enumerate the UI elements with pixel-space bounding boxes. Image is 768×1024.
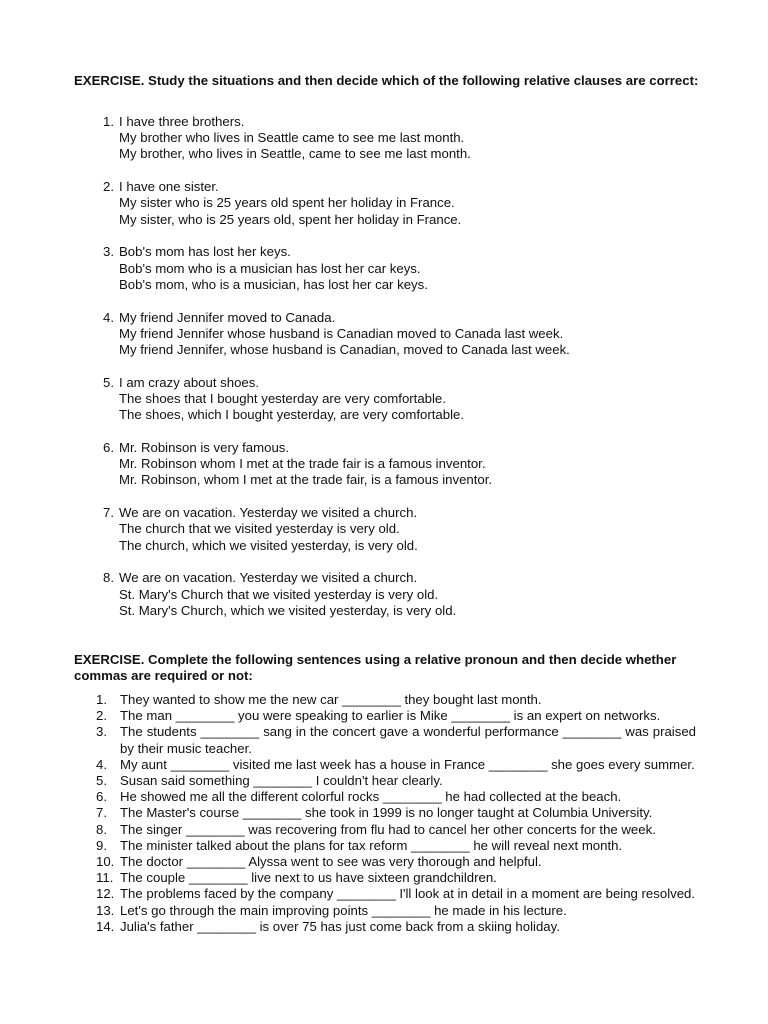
item-number: 13. — [96, 902, 115, 918]
relative-clause-sentence: My brother who lives in Seattle came to see me last month. — [119, 130, 465, 146]
exercise-1-item — [0, 310, 768, 375]
fill-in-sentence: The man ________ you were speaking to earlier is Mike ________ is an expert on networks. — [120, 708, 661, 724]
exercise-2-item — [0, 805, 768, 821]
item-number: 9. — [96, 837, 107, 853]
situation-sentence: My friend Jennifer moved to Canada. — [119, 309, 336, 325]
item-number: 5. — [96, 773, 107, 789]
exercise-2-item — [0, 789, 768, 805]
relative-clause-sentence: The shoes, which I bought yesterday, are very comfortable. — [119, 407, 464, 423]
situation-sentence: I have three brothers. — [119, 114, 245, 129]
exercise-1-item — [0, 244, 768, 309]
exercise-2-item — [0, 724, 768, 756]
item-number: 6. — [96, 789, 107, 805]
item-sentences — [119, 114, 471, 163]
situation-sentence: I am crazy about shoes. — [119, 374, 260, 390]
item-sentences — [119, 375, 464, 424]
item-number: 6. — [103, 439, 114, 455]
exercise-2-item — [0, 692, 768, 708]
exercise-1-item — [0, 505, 768, 570]
exercise-2-item — [0, 838, 768, 854]
fill-in-sentence: The doctor ________ Alyssa went to see was very thorough and helpful. — [120, 854, 542, 870]
relative-clause-sentence: The church, which we visited yesterday, is very old. — [119, 537, 418, 553]
item-number: 1. — [96, 692, 107, 707]
exercise-2-item — [0, 886, 768, 902]
fill-in-sentence: Susan said something ________ I couldn't hear clearly. — [120, 773, 443, 789]
item-number: 2. — [96, 708, 107, 724]
situation-sentence: We are on vacation. Yesterday we visited a church. — [119, 570, 418, 586]
item-sentences — [119, 570, 456, 619]
item-sentences — [119, 244, 428, 293]
item-number: 1. — [103, 114, 114, 129]
exercise-1-list — [0, 114, 768, 636]
fill-in-sentence: The problems faced by the company ________ I'll look at in detail in a moment are being resolved. — [120, 886, 696, 902]
exercise-2-item — [0, 773, 768, 789]
relative-clause-sentence: The church that we visited yesterday is very old. — [119, 521, 400, 537]
exercise-1-item — [0, 179, 768, 244]
item-number: 10. — [96, 854, 115, 870]
relative-clause-sentence: St. Mary's Church, which we visited yesterday, is very old. — [119, 602, 457, 618]
relative-clause-sentence: Bob's mom who is a musician has lost her car keys. — [119, 260, 421, 276]
exercise-1-heading: EXERCISE. Study the situations and then decide which of the following relative clauses are correct: — [74, 73, 699, 88]
exercise-1-item — [0, 114, 768, 179]
item-sentences — [119, 310, 570, 359]
item-number: 2. — [103, 179, 114, 195]
situation-sentence: Bob's mom has lost her keys. — [119, 244, 291, 260]
situation-sentence: Mr. Robinson is very famous. — [119, 439, 290, 455]
item-number: 5. — [103, 374, 114, 390]
item-number: 8. — [96, 821, 107, 837]
situation-sentence: We are on vacation. Yesterday we visited a church. — [119, 505, 418, 521]
relative-clause-sentence: Bob's mom, who is a musician, has lost her car keys. — [119, 276, 428, 292]
fill-in-sentence: The singer ________ was recovering from flu had to cancel her other concerts for the week. — [120, 821, 656, 837]
exercise-2-item — [0, 919, 768, 935]
item-number: 3. — [103, 244, 114, 260]
fill-in-sentence: The couple ________ live next to us have sixteen grandchildren. — [120, 870, 497, 886]
exercise-1-item — [0, 375, 768, 440]
item-number: 4. — [96, 756, 107, 772]
relative-clause-sentence: The shoes that I bought yesterday are very comfortable. — [119, 390, 446, 406]
relative-clause-sentence: Mr. Robinson, whom I met at the trade fair, is a famous inventor. — [119, 472, 493, 488]
situation-sentence: I have one sister. — [119, 179, 219, 195]
exercise-2-item — [0, 822, 768, 838]
item-number: 3. — [96, 724, 107, 740]
exercise-2-item — [0, 903, 768, 919]
fill-in-sentence: They wanted to show me the new car ________ they bought last month. — [120, 692, 542, 707]
exercise-1-item — [0, 570, 768, 635]
relative-clause-sentence: St. Mary's Church that we visited yesterday is very old. — [119, 586, 439, 602]
item-sentences — [119, 505, 418, 554]
exercise-2-heading: EXERCISE. Complete the following sentences using a relative pronoun and then decide whether commas are required or not: — [74, 652, 677, 684]
relative-clause-sentence: My sister, who is 25 years old, spent her holiday in France. — [119, 211, 462, 227]
item-number: 7. — [96, 805, 107, 821]
relative-clause-sentence: My brother, who lives in Seattle, came to see me last month. — [119, 146, 471, 162]
item-number: 8. — [103, 570, 114, 586]
relative-clause-sentence: Mr. Robinson whom I met at the trade fair is a famous inventor. — [119, 456, 486, 472]
relative-clause-sentence: My friend Jennifer whose husband is Canadian moved to Canada last week. — [119, 325, 564, 341]
item-number: 4. — [103, 309, 114, 325]
fill-in-sentence: My aunt ________ visited me last week has a house in France ________ she goes every summer. — [120, 756, 695, 772]
exercise-2-item — [0, 708, 768, 724]
fill-in-sentence: Let's go through the main improving points ________ he made in his lecture. — [120, 902, 567, 918]
item-number: 12. — [96, 886, 115, 902]
exercise-2-item — [0, 870, 768, 886]
relative-clause-sentence: My friend Jennifer, whose husband is Canadian, moved to Canada last week. — [119, 341, 570, 357]
item-number: 14. — [96, 918, 115, 934]
exercise-2-list — [0, 692, 768, 935]
item-sentences — [119, 440, 492, 489]
fill-in-sentence: The minister talked about the plans for tax reform ________ he will reveal next month. — [120, 837, 623, 853]
exercise-1-item — [0, 440, 768, 505]
relative-clause-sentence: My sister who is 25 years old spent her holiday in France. — [119, 195, 455, 211]
item-sentences — [119, 179, 461, 228]
item-number: 7. — [103, 505, 114, 521]
fill-in-sentence: The students ________ sang in the concert gave a wonderful performance ________ was praised by their music teacher. — [120, 724, 696, 756]
item-number: 11. — [96, 870, 114, 886]
fill-in-sentence: Julia's father ________ is over 75 has just come back from a skiing holiday. — [120, 918, 560, 934]
exercise-2-item — [0, 854, 768, 870]
fill-in-sentence: The Master's course ________ she took in 1999 is no longer taught at Columbia University. — [120, 805, 653, 821]
exercise-2-item — [0, 757, 768, 773]
fill-in-sentence: He showed me all the different colorful rocks ________ he had collected at the beach. — [120, 789, 622, 805]
